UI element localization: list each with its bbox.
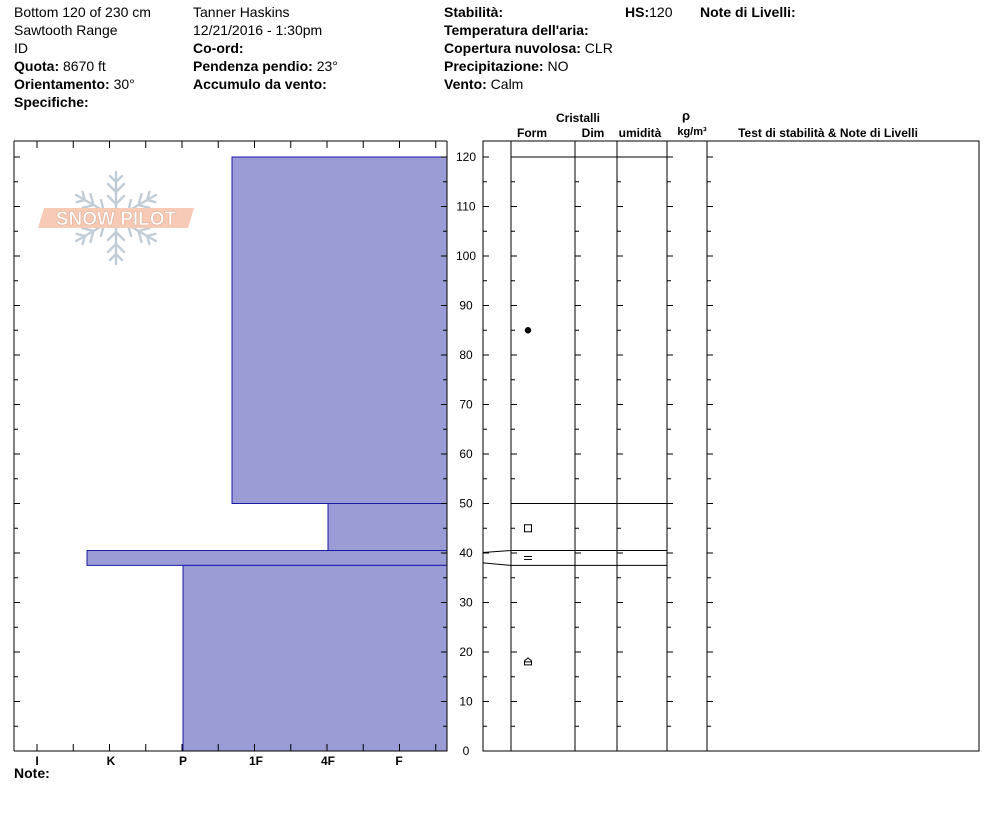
cloud-cover-value: CLR (584, 40, 613, 56)
snowpilot-logo (38, 172, 194, 264)
height-label-50: 50 (459, 496, 473, 511)
hardness-bars (87, 157, 447, 751)
height-label-80: 80 (459, 348, 473, 362)
form-header: Form (517, 126, 547, 140)
grain-dot-icon (525, 327, 531, 333)
height-label-30: 30 (459, 595, 473, 610)
height-label-120: 120 (455, 150, 477, 164)
height-label-20: 20 (459, 645, 473, 659)
hardness-label-4F: 4F (320, 754, 336, 768)
stability-tests-header: Test di stabilità & Note di Livelli (738, 126, 918, 140)
elevation-value: 8670 ft (63, 58, 106, 74)
observer-name: Tanner Haskins (193, 4, 290, 20)
air-temp-label: Temperatura dell'aria: (444, 22, 589, 38)
height-label-100: 100 (455, 249, 477, 263)
hardness-bar-1 (328, 504, 447, 551)
slope-value: 23° (316, 58, 338, 74)
grain-square-icon (525, 525, 532, 532)
height-label-90: 90 (459, 298, 473, 313)
wind-label: Vento: (444, 76, 487, 92)
layer-connector-1 (483, 563, 511, 565)
aspect-label: Orientamento: (14, 76, 110, 92)
grain-depth-hoar-icon (525, 658, 532, 665)
height-label-110: 110 (456, 199, 476, 214)
state-code: ID (14, 40, 28, 56)
hardness-bar-0 (232, 157, 447, 504)
hardness-label-1F: 1F (248, 754, 264, 768)
height-label-60: 60 (459, 447, 473, 461)
logo-text: SNOW PILOT (55, 209, 177, 230)
observation-datetime: 12/21/2016 - 1:30pm (193, 22, 323, 38)
specifics-label: Specifiche: (14, 94, 89, 110)
stability-label: Stabilità: (444, 4, 504, 20)
hardness-bar-2 (87, 551, 447, 566)
height-label-70: 70 (459, 397, 473, 412)
note-label: Note: (14, 765, 50, 781)
elevation-label: Quota: (14, 58, 60, 74)
height-label-0: 0 (462, 744, 470, 758)
height-label-10: 10 (459, 694, 473, 709)
density-unit: kg/m³ (677, 126, 707, 138)
hardness-label-P: P (178, 754, 188, 768)
layer-table-frame (483, 141, 979, 751)
hardness-tick-labels (35, 754, 402, 768)
table-tick-marks (483, 157, 713, 751)
snowpit-location-line: Bottom 120 of 230 cm (14, 4, 151, 20)
slope-label: Pendenza pendio: (193, 58, 313, 74)
aspect-value: 30° (113, 76, 135, 92)
precip-value: NO (547, 58, 569, 74)
hardness-label-F: F (395, 754, 403, 768)
hardness-label-K: K (106, 754, 116, 768)
hs-value: 120 (649, 4, 673, 20)
size-header: Dim (581, 126, 605, 140)
density-symbol: ρ (681, 108, 691, 123)
cloud-cover-label: Copertura nuvolosa: (444, 40, 581, 56)
wind-loading-label: Accumulo da vento: (193, 76, 327, 92)
precip-label: Precipitazione: (444, 58, 544, 74)
hs-label: HS: (625, 4, 650, 20)
layer-notes-label: Note di Livelli: (700, 4, 796, 20)
coord-label: Co-ord: (193, 40, 244, 56)
layer-connector-0 (483, 551, 511, 553)
moisture-header: umidità (618, 126, 662, 140)
range-name: Sawtooth Range (14, 22, 118, 38)
hardness-label-I: I (35, 754, 39, 768)
height-tick-labels (456, 150, 476, 758)
hardness-bar-3 (183, 565, 447, 751)
height-label-40: 40 (459, 546, 473, 560)
grain-form-symbols (524, 327, 532, 665)
crystals-header: Cristalli (555, 111, 601, 125)
wind-value: Calm (490, 76, 524, 92)
